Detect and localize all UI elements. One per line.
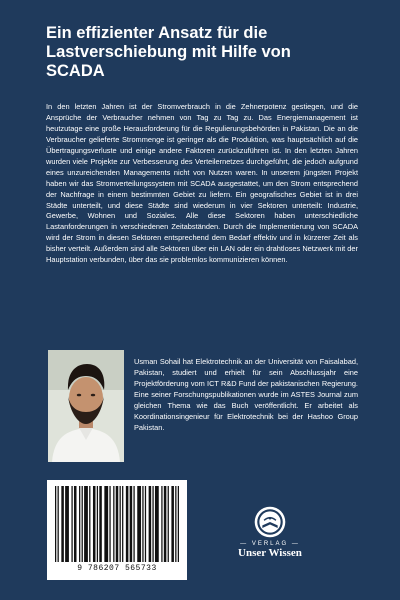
barcode-bars — [55, 486, 179, 562]
title-line-1: Ein effizienter Ansatz für die — [46, 24, 268, 42]
book-description: In den letzten Jahren ist der Stromverbrauch in die Zehnerpotenz gestiegen, und die Ansprüche der Verbraucher nehmen von Tag zu Tag zu. Das Energiemanagement ist heutzutage eine große Herausforderung für die Regulierungsbehörden in Pakistan. Die an die Verbraucher gelieferte Strommenge ist geringer als die Produktion, was hauptsächlich auf die Übertragungsverluste und einige andere Faktoren zurückzuführen ist. In den letzten Jahren wurden viele Projekte zur Verbesserung des Verteilernetzes durchgeführt, die jedoch aufgrund eines unzureichenden Managements nicht von Nutzen waren. In unserem jüngsten Projekt haben wir das Stromverteilungssystem mit SCADA ausgestattet, um den Strom entsprechend der Nachfrage in einem bestimmten Gebiet zu liefern. Ein geografisches Gebiet ist in drei Städte unterteilt, und diese Städte sind wiederum in vier Sektoren unterteilt: Industrie, Gewerbe, Wohnen und Soziales. Alle diese Sektoren haben unterschiedliche Lastanforderungen in verschiedenen Zeitabständen. Durch die Implementierung von SCADA wird der Strom in diesen Sektoren entsprechend dem Bedarf effektiv und in kürzerer Zeit als bisher verteilt. Außerdem sind alle Sektoren über ein LAN oder ein drahtloses Netzwerk mit der Hauptstation verbunden, über das sie problemlos kommunizieren können. — [46, 102, 358, 265]
barcode — [47, 480, 187, 580]
publisher-name: Unser Wissen — [238, 547, 302, 559]
author-bio: Usman Sohail hat Elektrotechnik an der Universität von Faisalabad, Pakistan, studiert und erhielt für sein Abschlussjahr eine Projektförderung vom ICT R&D Fund der pakistanischen Regierung. Eine seiner Forschungspublikationen wurde im ASTES Journal zum gleichen Thema wie das Buch veröffentlicht. Er arbeitet als Koordinationsingenieur für Elektrotechnik bei der Hashoo Group Pakistan. — [134, 357, 358, 432]
publisher-logo-icon — [253, 505, 287, 539]
book-title — [46, 24, 366, 81]
title-line-2: Lastverschiebung mit Hilfe von — [46, 43, 291, 61]
author-portrait-image — [48, 350, 124, 462]
isbn-number: 9 786207 565733 — [77, 564, 157, 573]
title-line-3: SCADA — [46, 62, 105, 80]
publisher-label: — VERLAG — — [240, 541, 300, 547]
author-photo — [48, 350, 124, 462]
publisher-block — [232, 505, 308, 559]
